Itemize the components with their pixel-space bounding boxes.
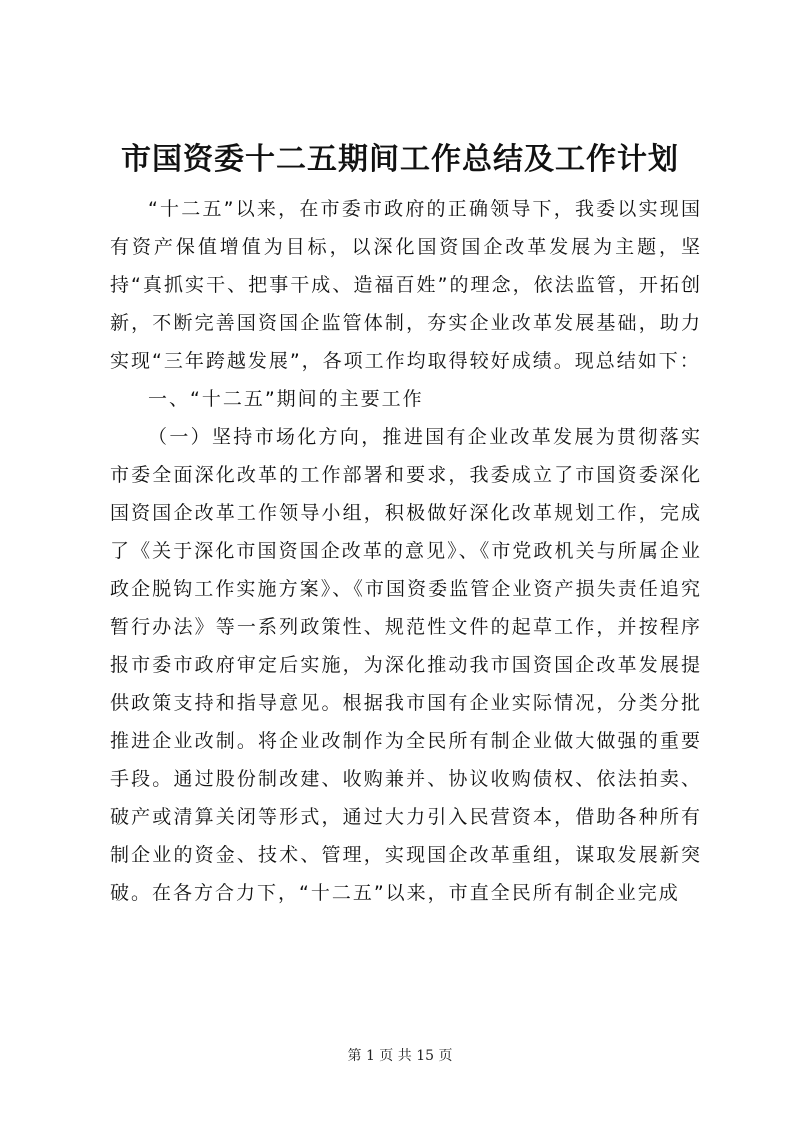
page-number-footer: 第 1 页 共 15 页 — [347, 1048, 453, 1064]
section-heading: 一、“十二五”期间的主要工作 — [148, 388, 424, 410]
intro-paragraph: “十二五”以来，在市委市政府的正确领导下，我委以实现国有资产保值增值为目标，以深化国资国企改革发展为主题，坚持“真抓实干、把事干成、造福百姓”的理念，依法监管，开拓创新，不断完善国资国企监管体制，夯实企业改革发展基础，助力实现“三年跨越发展”，各项工作均取得较好成绩。现总结如下： — [110, 198, 702, 372]
document-body — [110, 190, 702, 912]
section-paragraph: （一）坚持市场化方向，推进国有企业改革发展为贯彻落实市委全面深化改革的工作部署和要求，我委成立了市国资委深化国资国企改革工作领导小组，积极做好深化改革规划工作，完成了《关于深化市国资国企改革的意见》、《市党政机关与所属企业政企脱钩工作实施方案》、《市国资委监管企业资产损失责任追究暂行办法》等一系列政策性、规范性文件的起草工作，并按程序报市委市政府审定后实施，为深化推动我市国资国企改革发展提供政策支持和指导意见。根据我市国有企业实际情况，分类分批推进企业改制。将企业改制作为全民所有制企业做大做强的重要手段。通过股份制改建、收购兼并、协议收购债权、依法拍卖、破产或清算关闭等形式，通过大力引入民营资本，借助各种所有制企业的资金、技术、管理，实现国企改革重组，谋取发展新突破。在各方合力下，“十二五”以来，市直全民所有制企业完成 — [110, 426, 702, 904]
document-title: 市国资委十二五期间工作总结及工作计划 — [121, 142, 679, 177]
